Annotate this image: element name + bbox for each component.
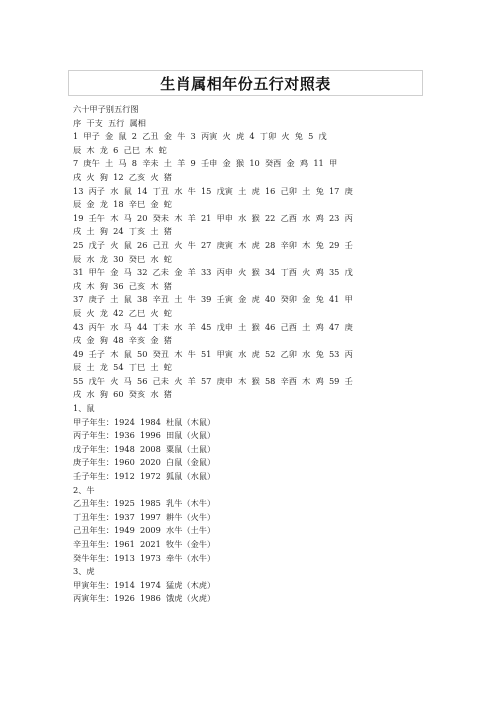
text-line: 1 甲子 金 鼠 2 乙丑 金 牛 3 丙寅 火 虎 4 丁卯 火 兔 5 戊 (73, 131, 327, 142)
text-line: 辰 木 龙 6 己巳 木 蛇 (73, 144, 167, 155)
text-line: 丁丑年生：1937 1997 耕牛（火牛） (73, 511, 216, 522)
text-body (73, 103, 433, 606)
text-line: 55 戊午 火 马 56 己未 火 羊 57 庚申 木 猴 58 辛酉 木 鸡 59 壬 (73, 375, 353, 386)
text-line: 7 庚午 土 马 8 辛未 土 羊 9 壬申 金 猴 10 癸酉 金 鸡 11 甲 (73, 158, 338, 169)
text-line: 43 丙午 水 马 44 丁未 水 羊 45 戊申 土 猴 46 己酉 土 鸡 47 庚 (73, 321, 353, 332)
text-line: 戌 木 狗 36 己亥 木 猪 (73, 280, 172, 291)
text-line: 壬子年生：1912 1972 狐鼠（水鼠） (73, 471, 216, 482)
page-title: 生肖属相年份五行对照表 (160, 74, 331, 93)
text-line: 乙丑年生：1925 1985 乳牛（木牛） (73, 498, 216, 509)
text-line: 辰 金 龙 18 辛巳 金 蛇 (73, 199, 172, 210)
text-line: 49 壬子 木 鼠 50 癸丑 木 牛 51 甲寅 水 虎 52 乙卯 水 兔 53 丙 (73, 348, 353, 359)
text-line: 13 丙子 水 鼠 14 丁丑 水 牛 15 戊寅 土 虎 16 己卯 土 兔 17 庚 (73, 185, 353, 196)
text-line: 丙寅年生：1926 1986 饿虎（火虎） (73, 593, 216, 604)
text-line: 25 戊子 火 鼠 26 己丑 火 牛 27 庚寅 木 虎 28 辛卯 木 兔 29 壬 (73, 239, 353, 250)
text-line: 戌 金 狗 48 辛亥 金 猪 (73, 335, 172, 346)
text-line: 辛丑年生：1961 2021 牧牛（金牛） (73, 539, 216, 549)
text-line: 甲寅年生：1914 1974 猛虎（木虎） (73, 579, 216, 590)
text-line: 戊子年生：1948 2008 粟鼠（土鼠） (73, 443, 216, 454)
text-line: 六十甲子别五行图 (73, 104, 139, 114)
text-line: 31 甲午 金 马 32 乙未 金 羊 33 丙申 火 猴 34 丁酉 火 鸡 35 戊 (73, 267, 353, 278)
text-line: 辰 水 龙 30 癸巳 水 蛇 (73, 253, 172, 264)
text-line: 己丑年生：1949 2009 水牛（土牛） (73, 525, 216, 536)
text-line: 辰 火 龙 42 乙巳 火 蛇 (73, 307, 172, 318)
text-line: 3、虎 (73, 566, 95, 577)
text-line: 19 壬午 木 马 20 癸未 木 羊 21 甲申 水 猴 22 乙酉 水 鸡 23 丙 (73, 212, 353, 223)
text-line: 辰 土 龙 54 丁巳 土 蛇 (73, 362, 172, 373)
text-line: 序 干支 五行 属相 (73, 117, 146, 128)
text-line: 甲子年生：1924 1984 杜鼠（木鼠） (73, 416, 216, 427)
text-line: 戌 火 狗 12 乙亥 火 猪 (73, 171, 172, 182)
text-line: 庚子年生：1960 2020 白鼠（金鼠） (73, 457, 216, 468)
text-line: 1、鼠 (73, 403, 95, 414)
text-line: 戌 水 狗 60 癸亥 水 猪 (73, 389, 172, 400)
text-line: 戌 土 狗 24 丁亥 土 猪 (73, 226, 172, 237)
text-line: 2、牛 (73, 484, 95, 495)
text-line: 癸牛年生：1913 1973 牵牛（水牛） (73, 552, 216, 563)
text-line: 丙子年生：1936 1996 田鼠（火鼠） (73, 430, 216, 441)
text-line: 37 庚子 土 鼠 38 辛丑 土 牛 39 壬寅 金 虎 40 癸卯 金 兔 41 甲 (73, 294, 353, 305)
title-box (68, 70, 423, 96)
